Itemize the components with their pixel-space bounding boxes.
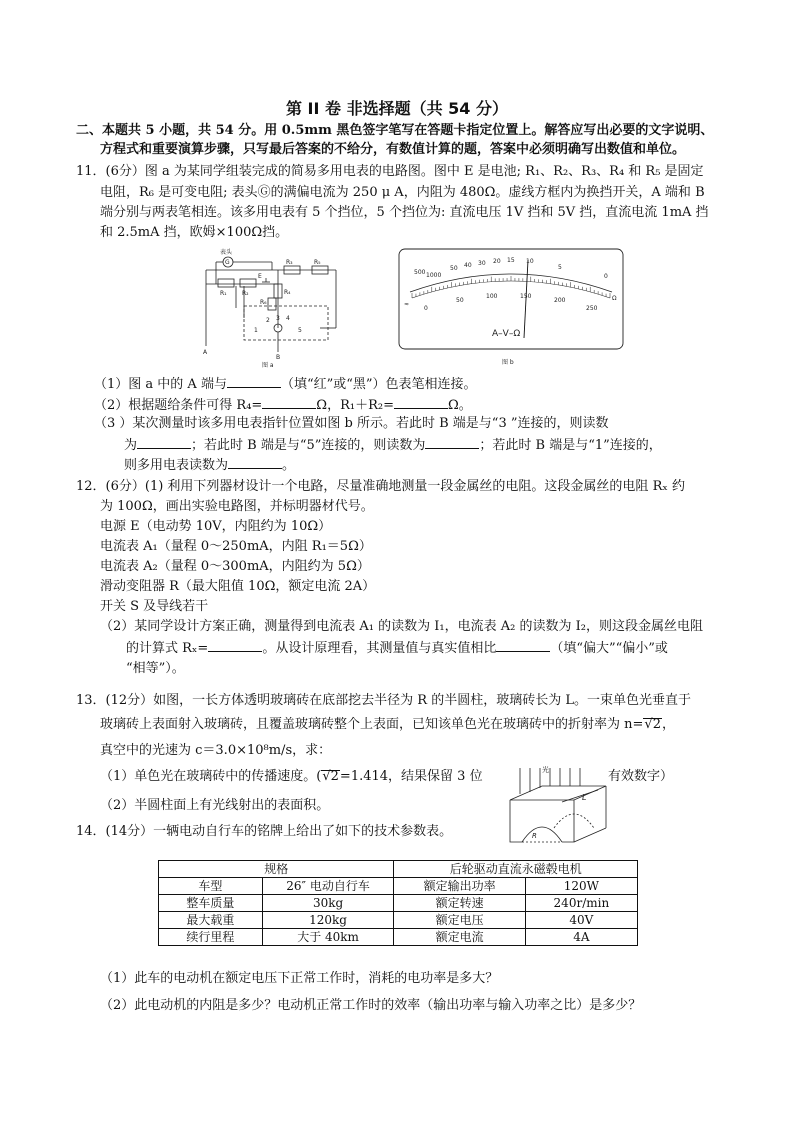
q13-line-2-tail: ， <box>661 717 675 732</box>
table-cell: 额定转速 <box>394 895 525 912</box>
q11-part-3-a: 为 <box>124 438 138 453</box>
q12-line-1: 12．(6分）(1) 利用下列器材设计一个电路，尽量准确地测量一段金属丝的电阻。这段金属丝的电阻 Rₓ 约 <box>76 479 685 494</box>
label-3: 3 <box>276 315 280 322</box>
q11-line-4: 和 2.5mA 挡，欧姆×100Ω挡。 <box>100 225 289 240</box>
q11-part-3-e: 。 <box>282 458 296 473</box>
sqrt-arg: 2 <box>652 717 661 732</box>
q11-blank-6 <box>228 455 282 469</box>
table-cell: 大于 40km <box>262 929 394 946</box>
q11-blank-1 <box>227 374 281 388</box>
q12-part-2-line-2 <box>126 638 668 658</box>
table-header-row <box>159 861 638 878</box>
q12-item-1: 电源 E（电动势 10V，内阻约为 10Ω） <box>100 519 332 534</box>
resistor-r2 <box>240 279 256 287</box>
label-g: G <box>225 259 230 266</box>
q11-part-3-c: ；若此时 B 端是与“1”连接的， <box>479 438 662 453</box>
ohm-tick-5: 5 <box>558 264 562 271</box>
dial-label: A–V–Ω <box>492 329 521 339</box>
table-cell: 额定电流 <box>394 929 525 946</box>
q12-item-4: 滑动变阻器 R（最大阻值 10Ω，额定电流 2A） <box>100 579 376 594</box>
table-cell: 最大载重 <box>159 912 263 929</box>
q11-part-3-line-1: （3 ）某次测量时该多用电表指针位置如图 b 所示。若此时 B 端是与“3 ”连接的，则读数 <box>94 416 609 431</box>
q12-part-2-b: 。从设计原理看，其测量值与真实值相比 <box>262 641 497 656</box>
table-cell: 续行里程 <box>159 929 263 946</box>
label-r5: R₅ <box>314 259 321 266</box>
q11-blank-5 <box>425 435 479 449</box>
table-header-spec: 规格 <box>159 861 394 878</box>
sqrt-arg-b: 2 <box>330 769 339 784</box>
q12-part-2-a: 的计算式 Rₓ= <box>126 641 209 656</box>
q13-part-1-b: =1.414，结果保留 3 位 <box>339 769 483 784</box>
resistor-r1 <box>218 279 234 287</box>
q11-part-3-d: 则多用电表读数为 <box>124 458 229 473</box>
table-cell: 30kg <box>262 895 394 912</box>
q14-spec-table <box>158 860 638 946</box>
q13-line-2-text: 玻璃砖上表面射入玻璃砖，且覆盖玻璃砖整个上表面，已知该单色光在玻璃砖中的折射率为 n= <box>100 717 644 732</box>
table-cell: 4A <box>525 929 637 946</box>
section-instruction-line-2: 方程式和重要演算步骤，只写最后答案的不给分，有数值计算的题，答案中必须明确写出数值和单位。 <box>100 142 686 157</box>
q11-figure-a-circuit <box>196 248 346 368</box>
linear-tick-150: 150 <box>520 293 532 300</box>
resistor-r6 <box>268 298 276 310</box>
label-r1: R₁ <box>220 290 227 297</box>
page-title: 第 II 卷 非选择题（共 54 分） <box>285 99 509 118</box>
q12-part-2-c: （填“偏大”“偏小”或 <box>550 641 668 656</box>
label-r4: R₄ <box>284 289 291 296</box>
q11-part-1-tail: （填“红”或“黑”）色表笔相连接。 <box>280 377 477 392</box>
end-mark-right: Ω <box>612 295 617 302</box>
q12-line-2: 为 100Ω，画出实验电路图，并标明器材代号。 <box>100 499 374 514</box>
table-header-motor: 后轮驱动直流永磁毂电机 <box>394 861 638 878</box>
q11-part-2 <box>94 395 472 415</box>
q11-part-1 <box>94 374 477 394</box>
q13-part-1-a: （1）单色光在玻璃砖中的传播速度。( <box>100 769 322 784</box>
q11-part-2-mid: Ω，R₁＋R₂= <box>316 398 394 413</box>
table-cell: 120W <box>525 878 637 895</box>
label-r6: R₆ <box>260 299 267 306</box>
table-cell: 26″ 电动自行车 <box>262 878 394 895</box>
linear-tick-50: 50 <box>456 297 464 304</box>
q11-part-3-line-3 <box>124 455 295 475</box>
q13-part-1 <box>100 768 483 786</box>
ohm-tick-20: 20 <box>493 258 501 265</box>
label-r2: R₂ <box>242 290 249 297</box>
linear-tick-0: 0 <box>424 305 428 312</box>
label-r3: R₃ <box>286 259 293 266</box>
table-row <box>159 912 638 929</box>
q11-line-3: 端分别与两表笔相连。该多用电表有 5 个挡位，5 个挡位为: 直流电压 1V 挡和 5V 挡，直流电流 1mA 挡 <box>100 205 709 220</box>
table-cell: 120kg <box>262 912 394 929</box>
linear-tick-100: 100 <box>486 293 498 300</box>
q11-line-2: 电阻，R₆ 是可变电阻; 表头Ⓖ的满偏电流为 250 μ A，内阻为 480Ω。虚线方框内为换挡开关，A 端和 B <box>100 185 705 200</box>
q11-blank-2 <box>262 395 316 409</box>
q12-item-2: 电流表 A₁（量程 0～250mA，内阻 R₁＝5Ω） <box>100 539 372 554</box>
q12-part-2-line-1: （2）某同学设计方案正确，测量得到电流表 A₁ 的读数为 I₁，电流表 A₂ 的读数为 I₂，则这段金属丝电阻 <box>100 619 703 634</box>
q11-blank-3 <box>394 395 448 409</box>
q13-part-1-c: 有效数字） <box>608 769 674 784</box>
table-row <box>159 895 638 912</box>
table-cell: 整车质量 <box>159 895 263 912</box>
q11-blank-4 <box>137 435 191 449</box>
q14-part-2: （2）此电动机的内阻是多少？电动机正常工作时的效率（输出功率与输入功率之比）是多少？ <box>100 998 642 1013</box>
q14-line-1: 14．(14分）一辆电动自行车的铭牌上给出了如下的技术参数表。 <box>76 824 453 839</box>
figure-b-caption: 图 b <box>502 359 514 366</box>
label-2: 2 <box>266 317 270 324</box>
label-e: E <box>258 273 262 280</box>
q12-blank-2 <box>496 638 550 652</box>
ohm-tick-15: 15 <box>507 257 515 264</box>
label-4: 4 <box>286 315 290 322</box>
label-b: B <box>276 354 281 361</box>
table-cell: 40V <box>525 912 637 929</box>
ohm-tick-40: 40 <box>464 262 472 269</box>
label-l: L <box>582 793 587 802</box>
label-light: 光 <box>542 766 549 774</box>
q13-line-1: 13．(12分）如图，一长方体透明玻璃砖在底部挖去半径为 R 的半圆柱，玻璃砖长为 L。一束单色光垂直于 <box>76 693 691 708</box>
q11-line-1: 11．(6分）图 a 为某同学组装完成的简易多用电表的电路图。图中 E 是电池; R₁、R₂、R₃、R₄ 和 R₅ 是固定 <box>76 164 704 179</box>
label-5: 5 <box>298 327 302 334</box>
figure-a-caption: 图 a <box>262 362 274 368</box>
q11-part-3-b: ；若此时 B 端是与“5”连接的，则读数为 <box>191 438 426 453</box>
ohm-tick-30: 30 <box>478 260 486 267</box>
q13-figure-glass-brick <box>502 764 612 848</box>
label-header: 表头 <box>220 249 233 256</box>
table-cell: 车型 <box>159 878 263 895</box>
switch-dashed-box <box>244 306 328 340</box>
q11-figure-b-meter <box>398 248 624 368</box>
table-row <box>159 929 638 946</box>
q14-part-1: （1）此车的电动机在额定电压下正常工作时，消耗的电功率是多大？ <box>100 971 499 986</box>
table-cell: 额定输出功率 <box>394 878 525 895</box>
table-row <box>159 878 638 895</box>
ohm-tick-0: 0 <box>604 273 608 280</box>
label-r: R <box>532 832 537 840</box>
label-a: A <box>203 349 208 356</box>
ohm-tick-10: 10 <box>526 258 534 265</box>
section-instruction-line-1: 二、本题共 5 小题，共 54 分。用 0.5mm 黑色签字笔写在答题卡指定位置上。解答应写出必要的文字说明、 <box>76 123 714 138</box>
ohm-tick-500: 500 <box>414 269 426 276</box>
q12-item-5: 开关 S 及导线若干 <box>100 599 209 614</box>
ohm-tick-1000: 1000 <box>426 272 442 279</box>
sqrt-2-b: √2 <box>322 769 339 784</box>
q13-line-2 <box>100 716 675 734</box>
q12-blank-1 <box>208 638 262 652</box>
table-cell: 额定电压 <box>394 912 525 929</box>
q11-part-3-line-2 <box>124 435 662 455</box>
ohm-tick-50: 50 <box>450 265 458 272</box>
q11-part-1-text: （1）图 a 中的 A 端与 <box>94 377 227 392</box>
q13-line-3: 真空中的光速为 c＝3.0×10⁸m/s，求： <box>100 743 332 758</box>
q12-item-3: 电流表 A₂（量程 0～300mA，内阻约为 5Ω） <box>100 559 370 574</box>
sqrt-2: √2 <box>644 717 661 732</box>
q11-part-2-text: （2）根据题给条件可得 R₄= <box>94 398 263 413</box>
linear-tick-200: 200 <box>554 297 566 304</box>
q13-part-2: （2）半圆柱面上有光线射出的表面积。 <box>100 798 330 813</box>
q11-part-2-tail: Ω。 <box>447 398 472 413</box>
table-cell: 240r/min <box>525 895 637 912</box>
end-mark-left: ≈ <box>404 301 410 308</box>
linear-tick-250: 250 <box>586 305 598 312</box>
q12-part-2-line-3: “相等”）。 <box>126 661 185 676</box>
label-1: 1 <box>254 327 258 334</box>
